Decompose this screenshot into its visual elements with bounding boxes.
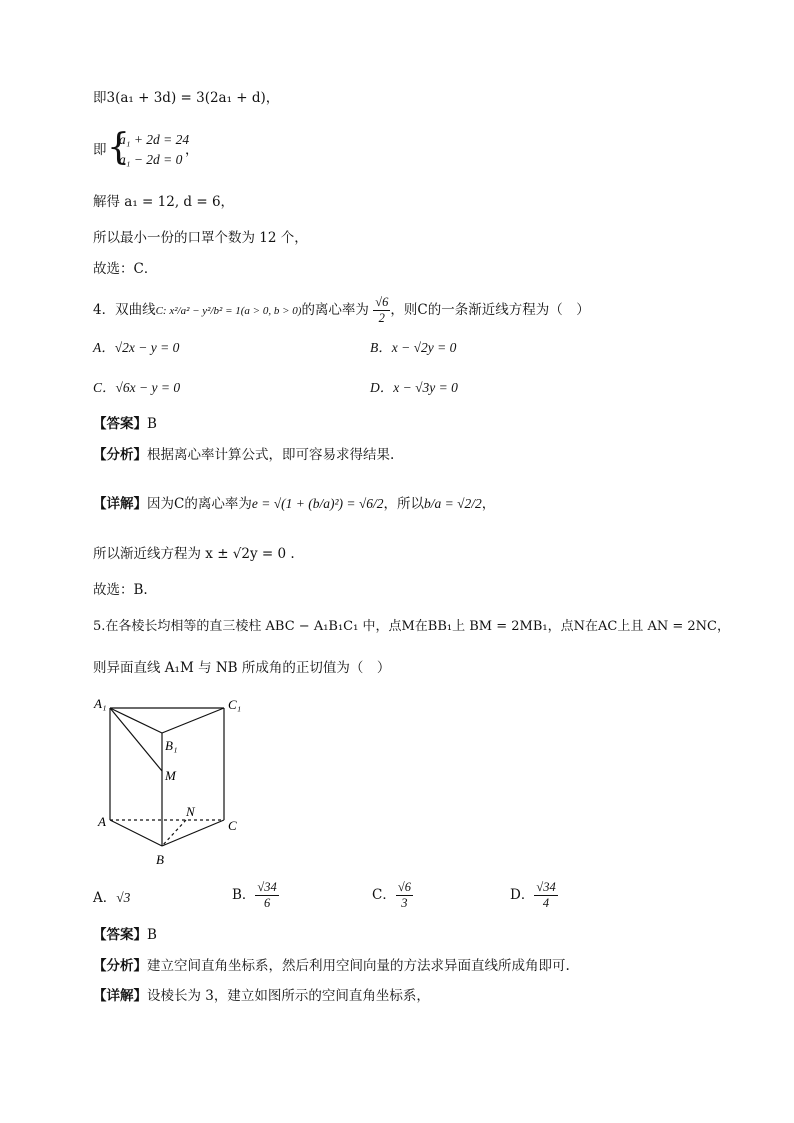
q4-eccentricity: $\frac{√6}{2}$ xyxy=(375,295,389,325)
detail-equation-1: e = √(1 + (b/a)²) = √6/2 xyxy=(251,496,384,511)
solution-choice: 故选：C． xyxy=(93,261,158,277)
edge-a1-b1 xyxy=(110,708,162,733)
edge-b1-c1 xyxy=(162,708,224,733)
label-b1: B₁ xyxy=(165,738,178,753)
system-suffix: ， xyxy=(185,142,199,158)
label-a: A xyxy=(98,814,106,829)
label-c: C xyxy=(228,818,237,833)
detail-text-c: ， xyxy=(481,496,496,512)
q4-option-b: B．x − √2y = 0 xyxy=(370,340,457,355)
q4-hyperbola-equation: C: x²/a² − y²/b² = 1(a > 0, b > 0) xyxy=(155,305,302,317)
label-m: M xyxy=(165,768,176,783)
q4-option-d: D．x − √3y = 0 xyxy=(370,380,458,395)
label-n: N xyxy=(186,804,195,819)
analysis-text: 建立空间直角坐标系，然后利用空间向量的方法求异面直线所成角即可. xyxy=(147,958,570,974)
detail-text-a: 因为C的离心率为 xyxy=(147,496,252,512)
q4-analysis xyxy=(93,445,394,465)
q4-choice: 故选：B. xyxy=(93,582,148,598)
system-equation-2: a₁ − 2d = 0 xyxy=(119,152,183,167)
answer-tag: 【答案】 xyxy=(93,416,147,432)
q4-detail xyxy=(93,484,495,524)
answer-value: B xyxy=(147,927,157,943)
q5-analysis xyxy=(93,956,570,976)
analysis-tag: 【分析】 xyxy=(93,958,147,974)
q5-option-d: D． $\frac{√34}{4}$ xyxy=(510,880,556,910)
edge-b-c xyxy=(162,820,224,846)
q4-stem-suffix: ，则C的一条渐近线方程为（ ） xyxy=(390,302,590,318)
system-equation-1: a₁ + 2d = 24 xyxy=(119,132,190,147)
q5-option-c: C． $\frac{√6}{3}$ xyxy=(372,880,411,910)
analysis-tag: 【分析】 xyxy=(93,447,147,463)
q5-option-a: A．√3 xyxy=(93,890,131,906)
analysis-text: 根据离心率计算公式，即可容易求得结果. xyxy=(147,447,395,463)
q5-detail xyxy=(93,986,430,1006)
q4-option-c: C．√6x − y = 0 xyxy=(93,380,181,395)
q5-option-b: B． $\frac{√34}{6}$ xyxy=(232,880,277,910)
q5-stem-line-1: 5.在各棱长均相等的直三棱柱 ABC − A₁B₁C₁ 中，点M在BB₁上 BM = 2MB₁，点N在AC上且 AN = 2NC， xyxy=(93,619,730,634)
q4-stem-prefix: 4．双曲线 xyxy=(93,302,156,318)
solution-line-3: 解得 a₁ = 12, d = 6， xyxy=(93,194,235,210)
q4-stem xyxy=(93,292,590,328)
system-prefix: 即 xyxy=(93,142,107,158)
detail-text: 设棱长为 3，建立如图所示的空间直角坐标系， xyxy=(147,988,430,1004)
answer-value: B xyxy=(147,416,157,432)
detail-tag: 【详解】 xyxy=(93,496,147,512)
q4-stem-middle: 的离心率为 xyxy=(301,302,369,318)
q5-stem-line-2: 则异面直线 A₁M 与 NB 所成角的正切值为（ ） xyxy=(93,660,391,676)
label-b: B xyxy=(156,852,164,867)
answer-tag: 【答案】 xyxy=(93,927,147,943)
edge-a-b xyxy=(110,820,162,846)
system-brace: { xyxy=(107,127,130,168)
q4-detail-line-2: 所以渐近线方程为 x ± √2y = 0 . xyxy=(93,546,295,562)
solution-line-4: 所以最小一份的口罩个数为 12 个， xyxy=(93,230,308,246)
segment-a1-m xyxy=(110,708,162,771)
q4-answer xyxy=(93,414,157,434)
prism-figure xyxy=(90,692,260,872)
segment-n-b-hidden xyxy=(162,820,186,846)
solution-line-1: 即3(a₁ + 3d) = 3(2a₁ + d)， xyxy=(93,90,280,106)
q4-option-a: A．√2x − y = 0 xyxy=(93,340,180,355)
detail-tag: 【详解】 xyxy=(93,988,147,1004)
q5-answer xyxy=(93,925,157,945)
label-c1: C₁ xyxy=(228,697,242,712)
label-a1: A₁ xyxy=(94,696,107,711)
detail-text-b: ，所以 xyxy=(383,496,425,512)
detail-equation-2: b/a = √2/2 xyxy=(424,496,482,511)
